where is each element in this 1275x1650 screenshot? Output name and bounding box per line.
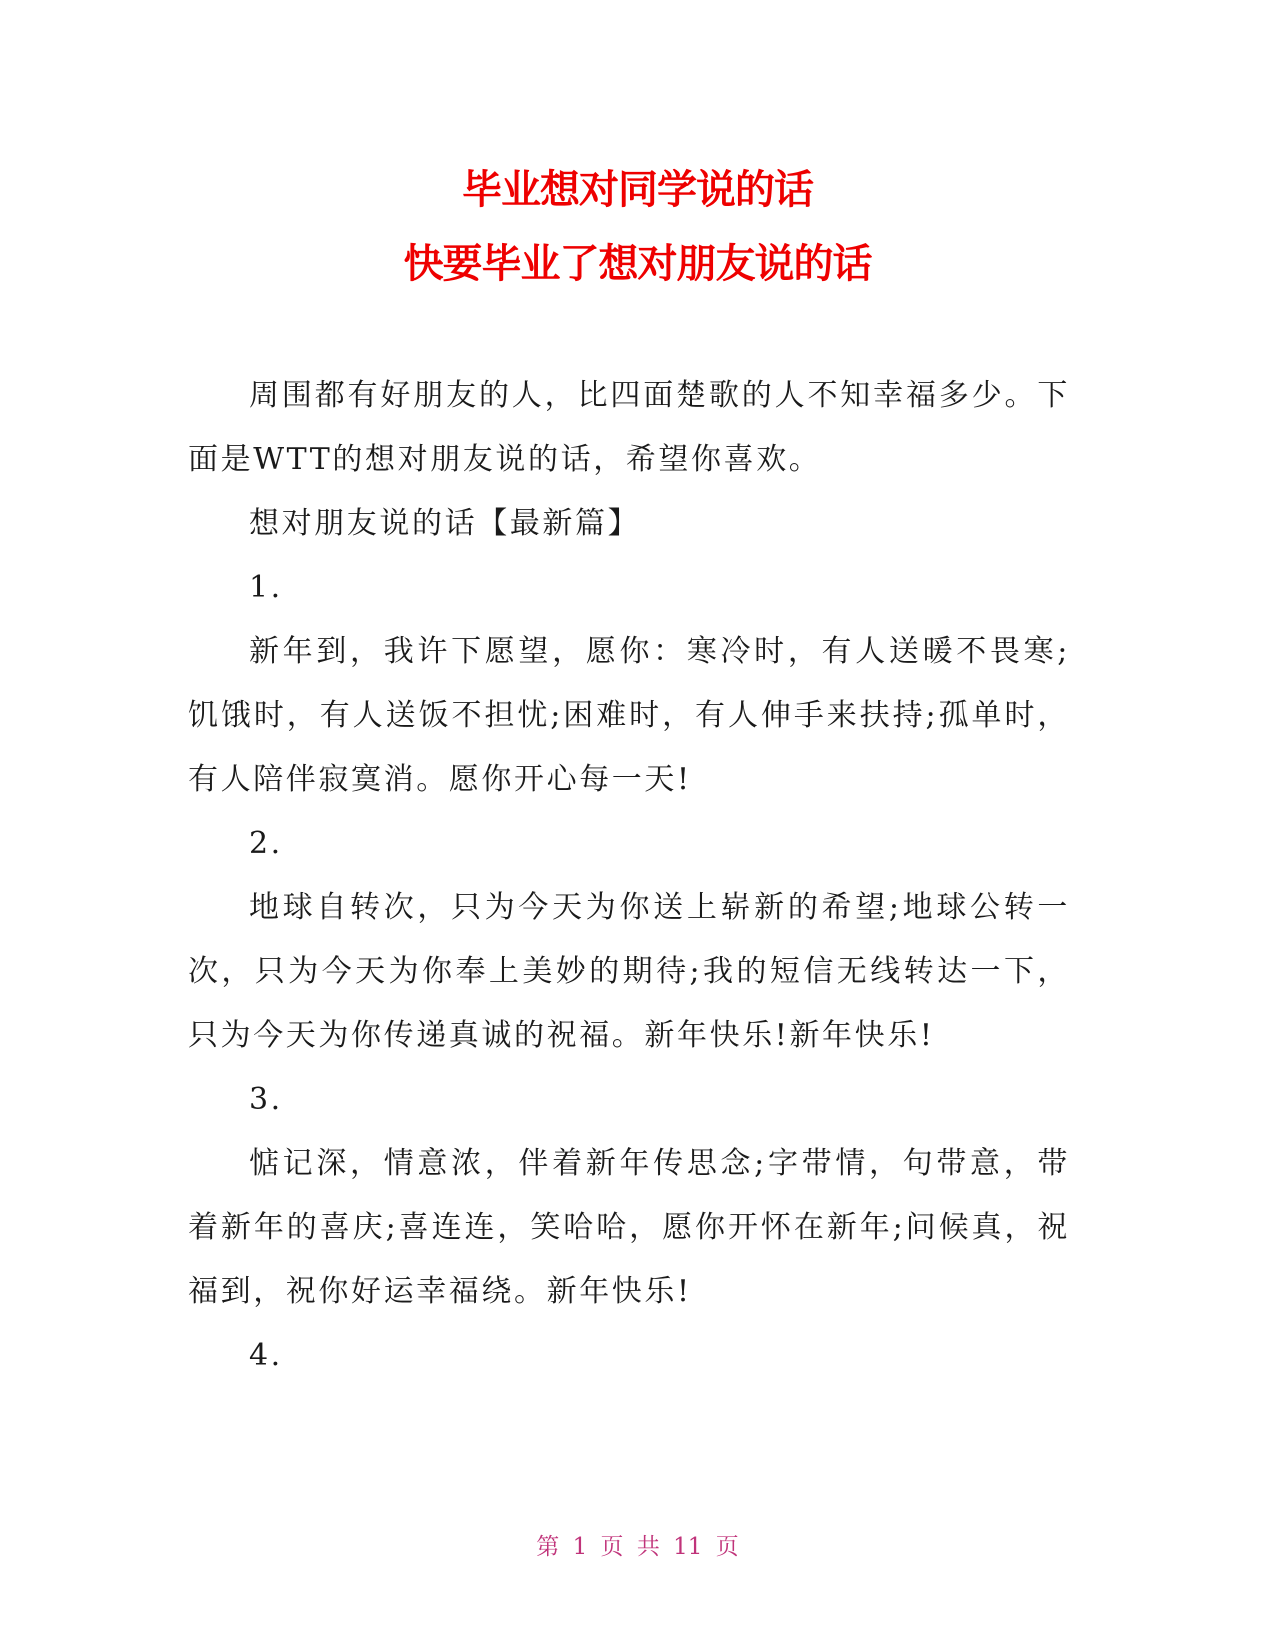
item-paragraph: 惦记深，情意浓，伴着新年传思念;字带情，句带意，带着新年的喜庆;喜连连，笑哈哈，愿你开怀在新年;问候真，祝福到，祝你好运幸福绕。新年快乐! [188, 1146, 1070, 1309]
section-heading: 想对朋友说的话【最新篇】 [249, 506, 641, 541]
item-number: 4. [249, 1338, 283, 1373]
item-paragraph: 地球自转次，只为今天为你送上崭新的希望;地球公转一次，只为今天为你奉上美妙的期待;我的短信无线转达一下，只为今天为你传递真诚的祝福。新年快乐!新年快乐! [188, 890, 1070, 1053]
item-number: 2. [249, 826, 283, 861]
item-number: 1. [249, 570, 283, 605]
item-number: 3. [249, 1082, 283, 1117]
document-subtitle: 快要毕业了想对朋友说的话 [403, 241, 872, 287]
document-body [188, 364, 1070, 1388]
document-title: 毕业想对同学说的话 [462, 167, 813, 213]
item-paragraph: 新年到，我许下愿望，愿你：寒冷时，有人送暖不畏寒;饥饿时，有人送饭不担忧;困难时，有人伸手来扶持;孤单时，有人陪伴寂寞消。愿你开心每一天! [188, 634, 1070, 797]
page-number-footer: 第 1 页 共 11 页 [536, 1534, 739, 1560]
intro-paragraph: 周围都有好朋友的人，比四面楚歌的人不知幸福多少。下面是WTT的想对朋友说的话，希望你喜欢。 [188, 378, 1070, 477]
